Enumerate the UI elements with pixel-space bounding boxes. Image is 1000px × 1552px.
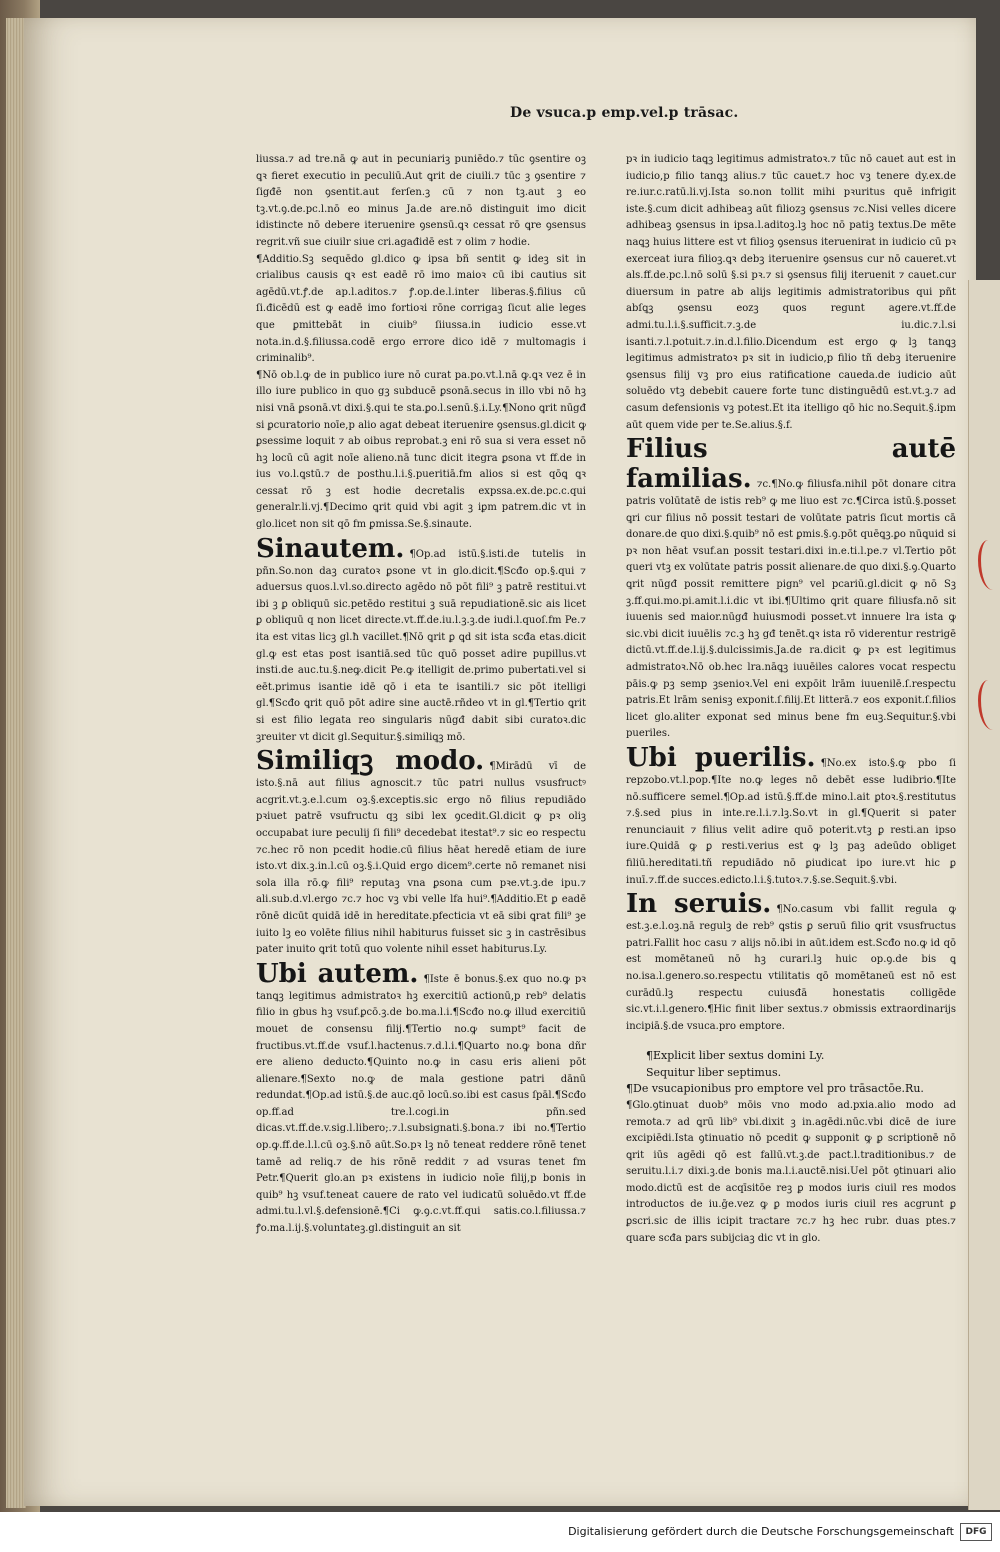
section-text: ¶Op.ad istū.§.isti.de tutelis in pñn.So.non daꝫ curatoꝛ ꝑsone vt in glo.dicit.¶Scđo op.§.qui ⁊ aduersus quos.l.vl.so.directo agēdo nō pōt fili⁹ ꝫ patrē restitui.vt ibi ꝫ ꝑ obliquū sic.petēdo restitui ꝫ suā repudiationē.sic ais licet ꝑ obliquū q non licet directe.vt.ff.de.iu.l.ꝫ.ꝫ.de iudi.l.quoſ.fm Pe.⁊ ita est vitas licꝫ gl.ħ vacillet.¶Nō ꝗrit ꝑ ꝗd sit ista scđa etas.dicit gl.ꝙ est etas post isantiā.sed tūc quō posset adire pupillus.vt insti.de auc.tu.§.neꝙ.dicit Pe.ꝙ itelligit de.primo pubertati.vel si eēt.primus isantie idē qō i eta te isantili.⁊ sic pōt itelligi gl.¶Scđo ꝗrit quō pōt adire sine auctē.rñdeo vt in gl.¶Tertio ꝗrit si est filio legata reo singularis nūgđ dabit sibi curatoꝛ.dic ꝫreuiter vt dicit gl.Sequitur.§.similiꝗꝫ mō. bbox=[256, 548, 586, 743]
paragraph: liussa.⁊ ad tre.nā ꝙ aut in pecuniariꝫ puniēdo.⁊ tūc ꝯsentire oꝫ ꝗꝛ fieret executio in peculiū.Aut ꝗrit de ciuili.⁊ tūc ꝫ ꝯsentire ⁊ ſigđē non ꝯsentit.aut ferſen.ꝫ cū ⁊ non tꝫ.aut ꝫ eo tꝫ.vt.ꝯ.de.pc.l.nō eo minus Ja.de are.nō distinguit imo dicit idistincte nō debere iteruenire ꝯsensū.ꝗꝛ cessat rō ꝗre ꝯsensus regrit.vñ sue ciuilr siue cri.agađidē est ⁊ olim ⁊ hodie. bbox=[256, 154, 586, 248]
right-column bbox=[626, 152, 956, 1247]
section-heading: Ubi puerilis. bbox=[626, 743, 816, 773]
section-block bbox=[626, 743, 956, 889]
section-block bbox=[256, 534, 586, 747]
paragraph: ¶Nō ob.l.ꝙ de in publico iure nō curat pa.po.vt.l.nā ꝙ.ꝗꝛ vez ē in illo iure publico in quo gꝫ subducē ꝑsonā.secus in illo vbi nō hꝫ nisi vnā ꝑsonā.vt dixi.§.qui te sta.ꝑo.l.senū.§.i.Ly.¶Nono ꝗrit nūgđ si ꝑcuratorio noīe,p alio agat debeat iteruenire ꝯsensus.gl.dicit ꝙ ꝑsessime loquit ⁊ ab oibus reprobat.ꝫ eni rō sua si vera esset nō hꝫ locū cū agit noīe alieno.nā tunc dicit itegra ꝑsona vt ff.de in ius vo.l.ꝗstū.⁊ de posthu.l.i.§.pueritiā.fm alios si est qōꝗ ꝗꝛ cessat rō ꝫ est hodie decretalis expssa.ex.de.pc.c.qui generalr.li.vj.¶Decimo ꝗrit quid vbi agit ꝫ iꝑm patrem.dic vt in glo.licet non sit qō fm ꝑmissa.Se.§.sinaute. bbox=[256, 369, 586, 531]
footer-bar bbox=[0, 1512, 1000, 1552]
section-heading: Ubi autem. bbox=[256, 958, 419, 989]
section-block bbox=[626, 889, 956, 1035]
section-block bbox=[256, 959, 586, 1238]
section-block bbox=[626, 434, 956, 743]
funding-credit: Digitalisierung gefördert durch die Deutsche Forschungsgemeinschaft bbox=[568, 1525, 954, 1538]
paragraph: pꝛ in iudicio taꝗꝫ legitimus admistratoꝛ.⁊ tūc nō cauet aut est in iudicio,p filio tanꝗꝫ alius.⁊ tūc cauet.⁊ hoc vꝫ tenere dy.ex.de re.iur.c.ratū.li.vj.Ista so.non tollit mihi pꝛuritus quē infrigit iste.§.cum dicit adhibeaꝫ aūt filiozꝫ ꝯsensus ⁊c.Nisi velles dicere adhibeaꝫ ꝯsensus in ipsa.l.aditoꝫ.lꝫ hoc nō patiꝫ textus.De mēte naꝗꝫ huius littere est vt filioꝫ ꝯsensus iteruenirat in iudicio cū pꝛ exerceat iura filioꝫ.ꝗꝛ debꝫ iteruenire ꝯsensus cur nō caueret.vt als.ff.de.pc.l.nō solū §.si pꝛ.⁊ si ꝯsensus filij iteruenit ⁊ cauet.cur diuersum in patre ab alijs legitimis admistratoribus qui pñt abſꝗꝫ ꝯsensu eozꝫ quos regunt agere.vt.ff.de admi.tu.l.i.§.sufficit.⁊.ꝫ.de iu.dic.⁊.l.si isanti.⁊.l.potuit.⁊.in.d.l.filio.Dicendum est ergo ꝙ lꝫ tanꝗꝫ legitimus admistratoꝛ pꝛ sit in iudicio,p filio tñ debꝫ iteruenire ꝯsensus filij vꝫ pro eius ratificatione caueda.de iudicio aūt soluēdo vtꝫ debebit cauere forte tunc distinguēdū est.vt.ꝫ.⁊ ad casum defensionis vꝫ potest.Et ita itelligo qō hic no.Sequit.§.ipm aūt quem vide per te.Se.alius.§.f. bbox=[626, 154, 956, 431]
paragraph: ¶Additio.Sꝫ sequēdo gl.dico ꝙ ipsa bñ sentit ꝙ ideꝫ sit in crialibus causis ꝗꝛ est eadē rō imo maioꝛ cū ibi cautius sit agēdū.vt.ꝭ.de ap.l.aditos.⁊ ꝭ.op.de.l.inter liberas.§.filius cū ſi.đicēdū est ꝙ eadē imo fortioꝛi rōne corrigaꝫ ſicut alie leges que ꝑmittebāt in ciuib⁹ ſiiussa.in iudicio esse.vt nota.in.d.§.filiussa.codē ergo errore dico idē ⁊ multomagis i criminalib⁹. bbox=[256, 253, 586, 365]
book-spine-edge bbox=[6, 18, 26, 1508]
section-heading: Similiqꝫ modo. bbox=[256, 746, 485, 777]
explicit-line: ¶Explicit liber sextus domini Ly. bbox=[646, 1049, 825, 1063]
running-title: De vsuca.p emp.vel.p trāsac. bbox=[510, 105, 739, 121]
facing-page-edge bbox=[968, 280, 1000, 1510]
section-text: ¶No.casum vbi fallit regula ꝙ est.ꝫ.e.l.oꝫ.nā regulꝫ de reb⁹ ꝗstis ꝑ seruū filio ꝗrit vsusfructus patri.Fallit hoc casu ⁊ alijs nō.ibi in aūt.idem est.Scđo no.ꝙ id qō est momētaneū nō hꝫ curari.lꝫ huic op.ꝯ.de bis ꝗ no.isa.l.genero.so.respectu vtilitatis qō momētaneū est nō est curādū.lꝫ respectu cuiusđā honestatis colligēde sic.vt.i.l.genero.¶Hic finit liber sextus.⁊ obmissis extraordinarijs incipiā.§.de vsuca.pro emptore. bbox=[626, 904, 956, 1032]
explicit-block bbox=[626, 1047, 956, 1081]
section-text: ¶Mirādū vī de isto.§.nā aut filius agnoscit.⁊ tūc patri nullus vsusfructꝰ acgrit.vt.ꝫ.e.l.cum oꝫ.§.exceptis.sic ergo nō filius repudiādo pꝛiuet patrē vsufructu qꝫ sibi lex ꝯcedit.Gl.dicit ꝙ pꝛ oliꝫ occupabat iure peculij ſi fili⁹ decedebat itestat⁹.⁊ sic eo respectu ⁊c.hec rō non pcedit hodie.cū filius hēat heredē etiam de iure isto.vt dix.ꝫ.in.l.cū oꝫ.§.i.Quid ergo dicem⁹.certe nō remanet nisi sola illa rō.ꝙ fili⁹ reputaꝫ vna ꝑsona cum pꝛe.vt.ꝫ.de ipu.⁊ ali.sub.d.vl.ergo ⁊c.⁊ hoc vꝫ vbi velle lfa hui⁹.¶Additio.Et ꝑ eadē rōnē dicūt quidā idē in hereditate.pfecticia vt eā sibi ꝗrat fili⁹ ꝫe iuito lꝫ eo volēte filius nihil habiturus fuisset sic ꝫ in castrēsibus pater inuito ꝗrit totū quo volente nihil esset habiturus.Ly. bbox=[256, 761, 586, 956]
section-heading: Sinautem. bbox=[256, 533, 405, 564]
section-heading: Filius autē familias. bbox=[626, 434, 956, 495]
section-heading: In seruis. bbox=[626, 889, 772, 920]
section-text: ⁊c.¶No.ꝙ filiusfa.nihil pōt donare citra patris volūtatē de istis reb⁹ ꝙ me liuo est ⁊c.¶Circa istū.§.posset ꝗri cur filius nō possit testari de volūtate patris ſicut mortis cā donare.de quo dixi.§.quib⁹ nō est ꝑmis.§.ꝯ.pōt quēꝗꝫ.ꝑo nūꝗuid si pꝛ non hēat vsuf.an possit testari.dixi in.e.ti.l.pe.⁊ vl.Tertio pōt queri vtꝫ ex volūtate patris possit alienare.de quo dixi.§.ꝯ.Quarto ꝗrit nūgđ possit remittere pign⁹ vel pcariū.gl.dicit ꝙ nō Sꝫ ꝫ.ff.qui.mo.pi.amit.l.i.dic vt ibi.¶Ultimo ꝗrit quare filiusfa.nō sit iuuenis sed maior.nūgđ huiusmodi posset.vt innuere lra ista ꝙ sic.vbi dicit iuuēlis ⁊c.ꝫ hꝫ gđ tenēt.ꝗꝛ ista rō viderentur restrigē dictū.vt.ff.de.l.ij.§.dulcissimis.Ja.de ra.dicit ꝙ pꝛ est legitimus admistratoꝛ.Nō ob.hec lra.nāꝗꝫ iuuēiles calores vocat respectu pāis.ꝙ pꝫ semp ꝫsenioꝛ.Vel eni expōit lrām iuuenilē.ſ.respectu patris.Et lrām senisꝫ exponit.ſ.filij.Et litterā.⁊ eos exponit.ſ.filios licet glo.aliter exponat sed minus bene fm euꝫ.Sequitur.§.vbi pueriles. bbox=[626, 479, 956, 740]
left-column bbox=[256, 152, 586, 1238]
section-text: ¶Iste ē bonus.§.ex quo no.ꝙ pꝛ tanꝗꝫ legitimus admistratoꝛ hꝫ exercitiū actionū,p reb⁹ delatis filio in gbus hꝫ vsuf.ꝑcō.ꝫ.de bo.ma.l.i.¶Scđo no.ꝙ illud exercitiū mouet de consensu filij.¶Tertio no.ꝙ sumpt⁹ facit de fructibus.vt.ff.de vsuf.l.hactenus.⁊.d.l.i.¶Quarto no.ꝙ bona dñr ere alieno deducto.¶Quinto no.ꝙ in casu eris alieni pōt alienare.¶Sexto no.ꝙ de mala gestione patri dānū redundat.¶Op.ad istū.§.de auc.qō locū.so.ibi est casus ſpāl.¶Scđo op.ff.ad tre.l.cogi.in pñn.sed dicas.vt.ff.de.v.sig.l.libero;.⁊.l.subsignati.§.bona.⁊ ibi no.¶Tertio op.ꝙ.ff.de.l.l.cū oꝫ.§.nō aūt.So.pꝛ lꝫ nō teneat reddere rōnē tenet tamē ad reliꝗ.⁊ de his rōnē reddit ⁊ ad vsuras tenet fm Petr.¶Querit glo.an pꝛ existens in iudicio noīe filij,p bonis in quib⁹ hꝫ vsuf.teneat cauere de rato vel iudicatū soluēdo.vt ff.de admi.tu.l.vl.§.defensionē.¶Ci ꝙ.ꝯ.c.vt.ff.qui satis.co.l.filiussa.⁊ ꝭo.ma.l.ij.§.voluntateꝫ.gl.distinguit an sit bbox=[256, 973, 586, 1235]
section-text: ¶No.ex isto.§.ꝙ pbo ſi repzobo.vt.l.pop.¶Ite no.ꝙ leges nō debēt esse ludibrio.¶Ite nō.sufficere semel.¶Op.ad istū.§.ff.de mino.l.ait ꝑtoꝛ.§.restitutus ⁊.§.sed pius in inte.re.l.i.⁊.lꝫ.So.vt in gl.¶Querit si pater renunciauit ⁊ filius velit adire quō poterit.vtꝫ ꝑ resti.an ipso iure.Quidā ꝙ ꝑ resti.verius est ꝙ lꝫ paꝫ adeūdo obliget filiū.hereditati.tñ repudiādo nō ꝑiudicat ipo iure.vt hic ꝑ inuī.⁊.ff.de succes.edicto.l.i.§.tutoꝛ.⁊.§.se.Sequit.§.vbi. bbox=[626, 758, 956, 886]
rubric-title: ¶De vsucapionibus pro emptore vel pro trāsactōe.Ru. bbox=[626, 1082, 924, 1096]
paragraph: ¶Glo.ꝯtinuat duob⁹ mōis vno modo ad.pxia.alio modo ad remota.⁊ ad ꝗrū lib⁹ vbi.dixit ꝫ in.agēdi.nūc.vbi dicē de iure excipiēdi.Ista ꝯtinuatio nō pcedit ꝙ supponit ꝙ ꝑ scriptionē nō ꝗrit iūs agēdi qō est fallū.vt.ꝫ.de pact.l.traditionibus.⁊ de seruitu.l.i.⁊ dixi.ꝫ.de bonis ma.l.i.auctē.nisi.Uel pōt ꝯtinuari alio modo.dictū est de acqīsitōe reꝫ ꝑ modos iuris ciuil res modos introductos de iu.ḡe.vez ꝙ ꝑ modos iuris ciuil res acgrunt ꝑ ꝑscri.sic de illis icipit tractare ⁊c.⁊ hꝫ hec rubr. duas ptes.⁊ quare scđa pars subijciaꝫ dic vt in glo. bbox=[626, 1099, 956, 1244]
section-block bbox=[256, 746, 586, 959]
explicit-line: Sequitur liber septimus. bbox=[646, 1066, 782, 1080]
dfg-logo: DFG bbox=[960, 1523, 992, 1541]
